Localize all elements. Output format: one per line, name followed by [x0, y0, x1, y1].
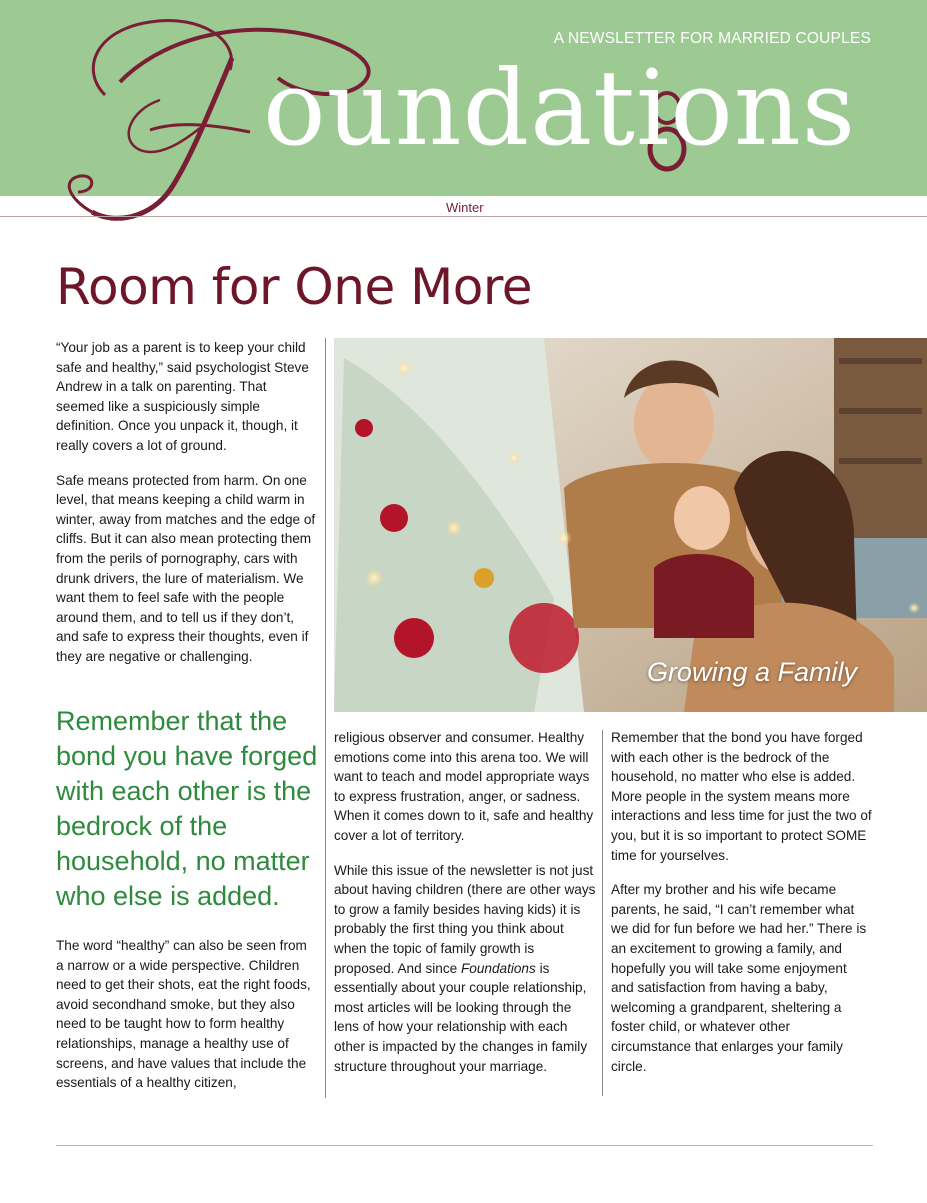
text-run: While this issue of the newsletter is not just about having children (there are other ways to grow a family besides having kids) it is probably the first thing you think about when the topic of family growth is proposed. And since	[334, 862, 596, 976]
newsletter-tagline: A NEWSLETTER FOR MARRIED COUPLES	[553, 30, 871, 47]
column-divider	[325, 338, 326, 1098]
photo-illustration	[334, 338, 927, 712]
photo-caption: Growing a Family	[646, 657, 857, 687]
season-label: Winter	[446, 200, 484, 215]
text-run: is essentially about your couple relationship, most articles will be looking through the lens of how your relationship with each other is impacted by the changes in family structure throughout your marriage.	[334, 960, 588, 1074]
column-1-bottom	[56, 936, 318, 1108]
paragraph: Safe means protected from harm. On one level, that means keeping a child warm in winter, away from matches and the edge of cliffs. But it can also mean protecting them from the perils of pornography, cars with drunk drivers, the lure of materialism. We want them to feel safe with the people around them, and to tell us if they don’t, and safe to express their thoughts, even if they are negative or challenging.	[56, 472, 316, 664]
family-christmas-photo	[334, 338, 927, 712]
column-2	[334, 728, 596, 1091]
column-divider	[602, 730, 603, 1096]
paragraph: “Your job as a parent is to keep your child safe and healthy,” said psychologist Steve Andrew in a talk on parenting. That seemed like a suspiciously simple definition. Once you unpack it, though, it really covers a lot of ground.	[56, 340, 309, 453]
paragraph	[334, 861, 596, 1077]
pull-quote: Remember that the bond you have forged with each other is the bedrock of the household, no matter who else is added.	[56, 706, 318, 911]
masthead-title	[262, 47, 857, 169]
footer-rule	[56, 1145, 873, 1146]
newsletter-name-italic: Foundations	[460, 960, 536, 976]
paragraph: religious observer and consumer. Healthy emotions come into this arena too. We will want to teach and model appropriate ways to express frustration, anger, or sadness. When it comes down to it, safe and healthy cover a lot of territory.	[334, 730, 594, 843]
masthead-title-rest: oundations	[263, 47, 857, 169]
article-title: Room for One More	[56, 258, 533, 316]
column-1-top	[56, 338, 318, 682]
season-rule	[0, 216, 927, 217]
paragraph: After my brother and his wife became parents, he said, “I can’t remember what we did for fun before we had her.” There is an excitement to growing a family, and hopefully you will take some enjoyment and satisfaction from having a baby, welcoming a grandparent, sheltering a foster child, or whatever other circumstance that enlarges your family circle.	[611, 882, 867, 1074]
paragraph: The word “healthy” can also be seen from a narrow or a wide perspective. Children need to get their shots, eat the right foods, avoid secondhand smoke, but they also need to be taught how to form healthy relationships, manage a healthy use of screens, and have values that include the essentials of a healthy citizen,	[56, 938, 311, 1091]
paragraph: Remember that the bond you have forged with each other is the bedrock of the household, no matter who else is added. More people in the system means more interactions and less time for just the two of you, but it is so important to protect SOME time for yourselves.	[611, 730, 872, 863]
column-3	[611, 728, 873, 1091]
